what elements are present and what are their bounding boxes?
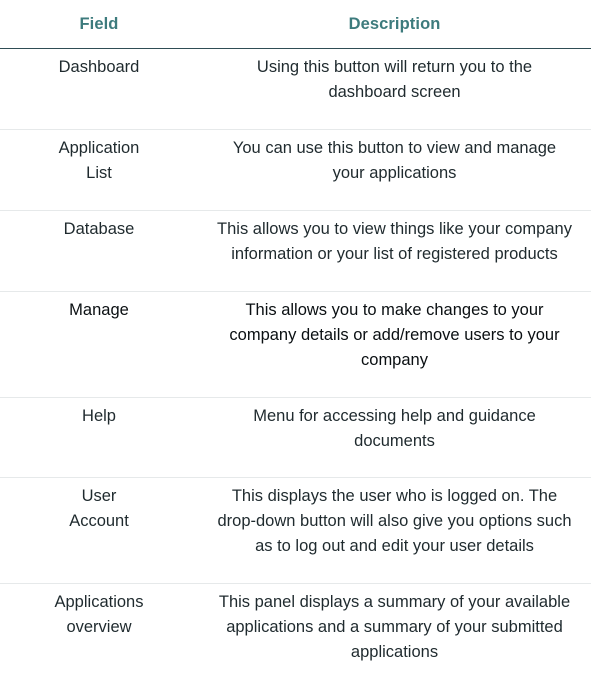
description-line: Using this button will return you to the	[256, 58, 533, 76]
description-line: company	[361, 351, 428, 369]
description-cell	[198, 49, 591, 130]
table-row	[0, 49, 591, 130]
field-line: Database	[63, 220, 135, 238]
table-row	[0, 584, 591, 688]
description-line: applications and a summary of your submitted	[226, 618, 563, 636]
description-cell	[198, 130, 591, 211]
field-cell	[0, 584, 198, 688]
field-cell	[0, 211, 198, 292]
table-row	[0, 478, 591, 584]
header-row	[0, 0, 591, 49]
description-line: This allows you to view things like your company	[217, 220, 572, 238]
field-line: Account	[69, 512, 129, 530]
description-cell	[198, 478, 591, 584]
description-line: as to log out and edit your user details	[255, 537, 534, 555]
table-row	[0, 292, 591, 398]
description-line: your applications	[332, 164, 457, 182]
field-line: User	[81, 487, 117, 505]
header-field: Field	[0, 0, 198, 49]
field-line: Dashboard	[58, 58, 140, 76]
description-line: Menu for accessing help and guidance	[253, 407, 536, 425]
description-line: This displays the user who is logged on. The	[231, 487, 558, 505]
description-line: applications	[350, 643, 439, 661]
field-line: Application	[58, 139, 140, 157]
field-line: Applications	[54, 593, 144, 611]
description-cell	[198, 211, 591, 292]
table-row	[0, 398, 591, 478]
table-row	[0, 211, 591, 292]
field-cell	[0, 398, 198, 478]
description-line: drop-down button will also give you options such	[217, 512, 572, 530]
field-line: List	[86, 164, 112, 182]
field-line: Help	[82, 407, 116, 425]
field-cell	[0, 130, 198, 211]
description-line: This panel displays a summary of your available	[218, 593, 571, 611]
description-cell	[198, 398, 591, 478]
field-cell	[0, 49, 198, 130]
field-line: overview	[66, 618, 132, 636]
field-cell	[0, 292, 198, 398]
description-line: You can use this button to view and manage	[232, 139, 557, 157]
header-description: Description	[198, 0, 591, 49]
description-line: information or your list of registered products	[231, 245, 558, 263]
description-line: documents	[354, 432, 435, 450]
description-line: This allows you to make changes to your	[245, 301, 544, 319]
description-cell	[198, 292, 591, 398]
description-line: company details or add/remove users to your	[229, 326, 560, 344]
table-row	[0, 130, 591, 211]
field-cell	[0, 478, 198, 584]
description-line: dashboard screen	[328, 83, 461, 101]
description-cell	[198, 584, 591, 688]
field-line: Manage	[69, 301, 129, 319]
